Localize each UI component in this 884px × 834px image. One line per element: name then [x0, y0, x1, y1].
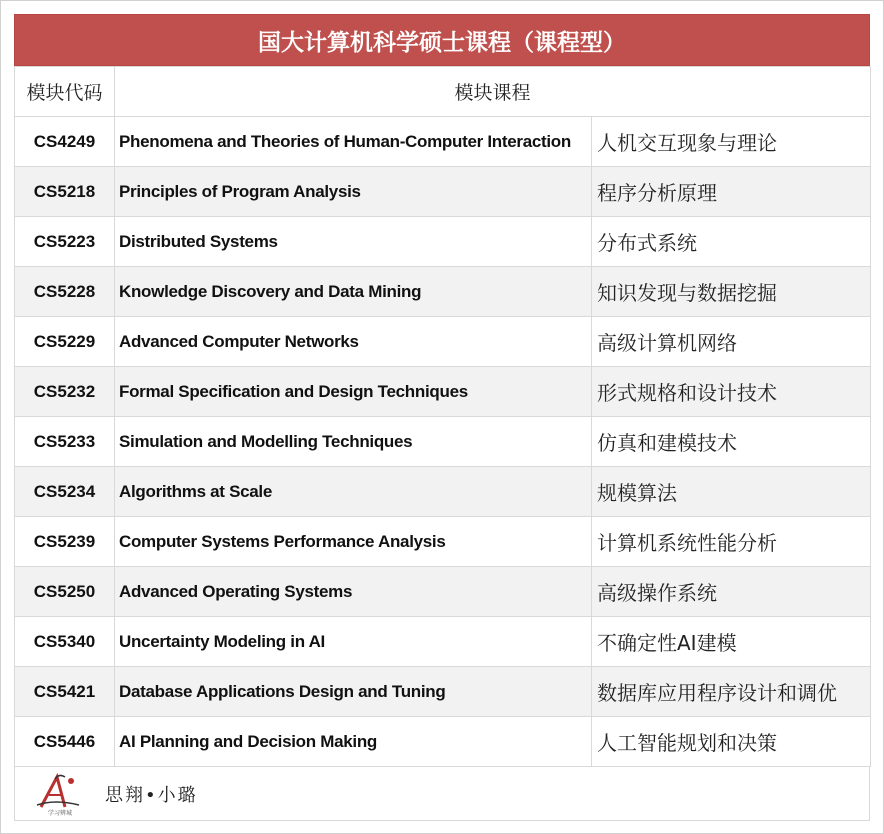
module-code-cell: CS5229 — [15, 317, 115, 367]
course-english-cell: AI Planning and Decision Making — [115, 717, 592, 767]
course-english-cell: Uncertainty Modeling in AI — [115, 617, 592, 667]
course-english-cell: Principles of Program Analysis — [115, 167, 592, 217]
course-english-cell: Phenomena and Theories of Human-Computer Interaction — [115, 117, 592, 167]
table-row — [15, 117, 871, 167]
module-code-cell: CS4249 — [15, 117, 115, 167]
module-code-cell: CS5446 — [15, 717, 115, 767]
module-code-cell: CS5250 — [15, 567, 115, 617]
module-code-cell: CS5421 — [15, 667, 115, 717]
table-body — [15, 117, 871, 767]
course-chinese-cell: 形式规格和设计技术 — [592, 367, 871, 417]
module-code-cell: CS5234 — [15, 467, 115, 517]
module-code-cell: CS5218 — [15, 167, 115, 217]
table-row — [15, 717, 871, 767]
module-code-cell: CS5239 — [15, 517, 115, 567]
logo-text: 学习辨城 — [47, 809, 73, 817]
course-table — [14, 66, 871, 767]
table-row — [15, 217, 871, 267]
course-english-cell: Computer Systems Performance Analysis — [115, 517, 592, 567]
module-code-cell: CS5232 — [15, 367, 115, 417]
table-row — [15, 567, 871, 617]
course-chinese-cell: 数据库应用程序设计和调优 — [592, 667, 871, 717]
course-chinese-cell: 分布式系统 — [592, 217, 871, 267]
course-chinese-cell: 高级计算机网络 — [592, 317, 871, 367]
table-row — [15, 617, 871, 667]
table-row — [15, 267, 871, 317]
compass-a-logo-icon — [35, 771, 85, 817]
course-chinese-cell: 不确定性AI建模 — [592, 617, 871, 667]
course-english-cell: Advanced Computer Networks — [115, 317, 592, 367]
course-chinese-cell: 人工智能规划和决策 — [592, 717, 871, 767]
table-row — [15, 167, 871, 217]
module-code-cell: CS5233 — [15, 417, 115, 467]
course-chinese-cell: 规模算法 — [592, 467, 871, 517]
table-row — [15, 367, 871, 417]
brand-name: 思翔•小璐 — [105, 784, 198, 806]
module-code-cell: CS5228 — [15, 267, 115, 317]
course-english-cell: Algorithms at Scale — [115, 467, 592, 517]
header-row — [15, 67, 871, 117]
module-code-cell: CS5340 — [15, 617, 115, 667]
course-english-cell: Simulation and Modelling Techniques — [115, 417, 592, 467]
course-chinese-cell: 人机交互现象与理论 — [592, 117, 871, 167]
footer — [14, 767, 870, 821]
table-row — [15, 667, 871, 717]
header-code: 模块代码 — [15, 67, 115, 117]
module-code-cell: CS5223 — [15, 217, 115, 267]
table-row — [15, 317, 871, 367]
course-english-cell: Advanced Operating Systems — [115, 567, 592, 617]
course-english-cell: Database Applications Design and Tuning — [115, 667, 592, 717]
course-table-container — [14, 14, 870, 821]
course-chinese-cell: 程序分析原理 — [592, 167, 871, 217]
course-chinese-cell: 高级操作系统 — [592, 567, 871, 617]
course-english-cell: Knowledge Discovery and Data Mining — [115, 267, 592, 317]
course-chinese-cell: 计算机系统性能分析 — [592, 517, 871, 567]
table-row — [15, 417, 871, 467]
course-chinese-cell: 仿真和建模技术 — [592, 417, 871, 467]
course-english-cell: Formal Specification and Design Techniques — [115, 367, 592, 417]
table-title: 国大计算机科学硕士课程（课程型） — [14, 14, 870, 66]
table-row — [15, 467, 871, 517]
course-chinese-cell: 知识发现与数据挖掘 — [592, 267, 871, 317]
header-course: 模块课程 — [115, 67, 871, 117]
table-row — [15, 517, 871, 567]
course-english-cell: Distributed Systems — [115, 217, 592, 267]
